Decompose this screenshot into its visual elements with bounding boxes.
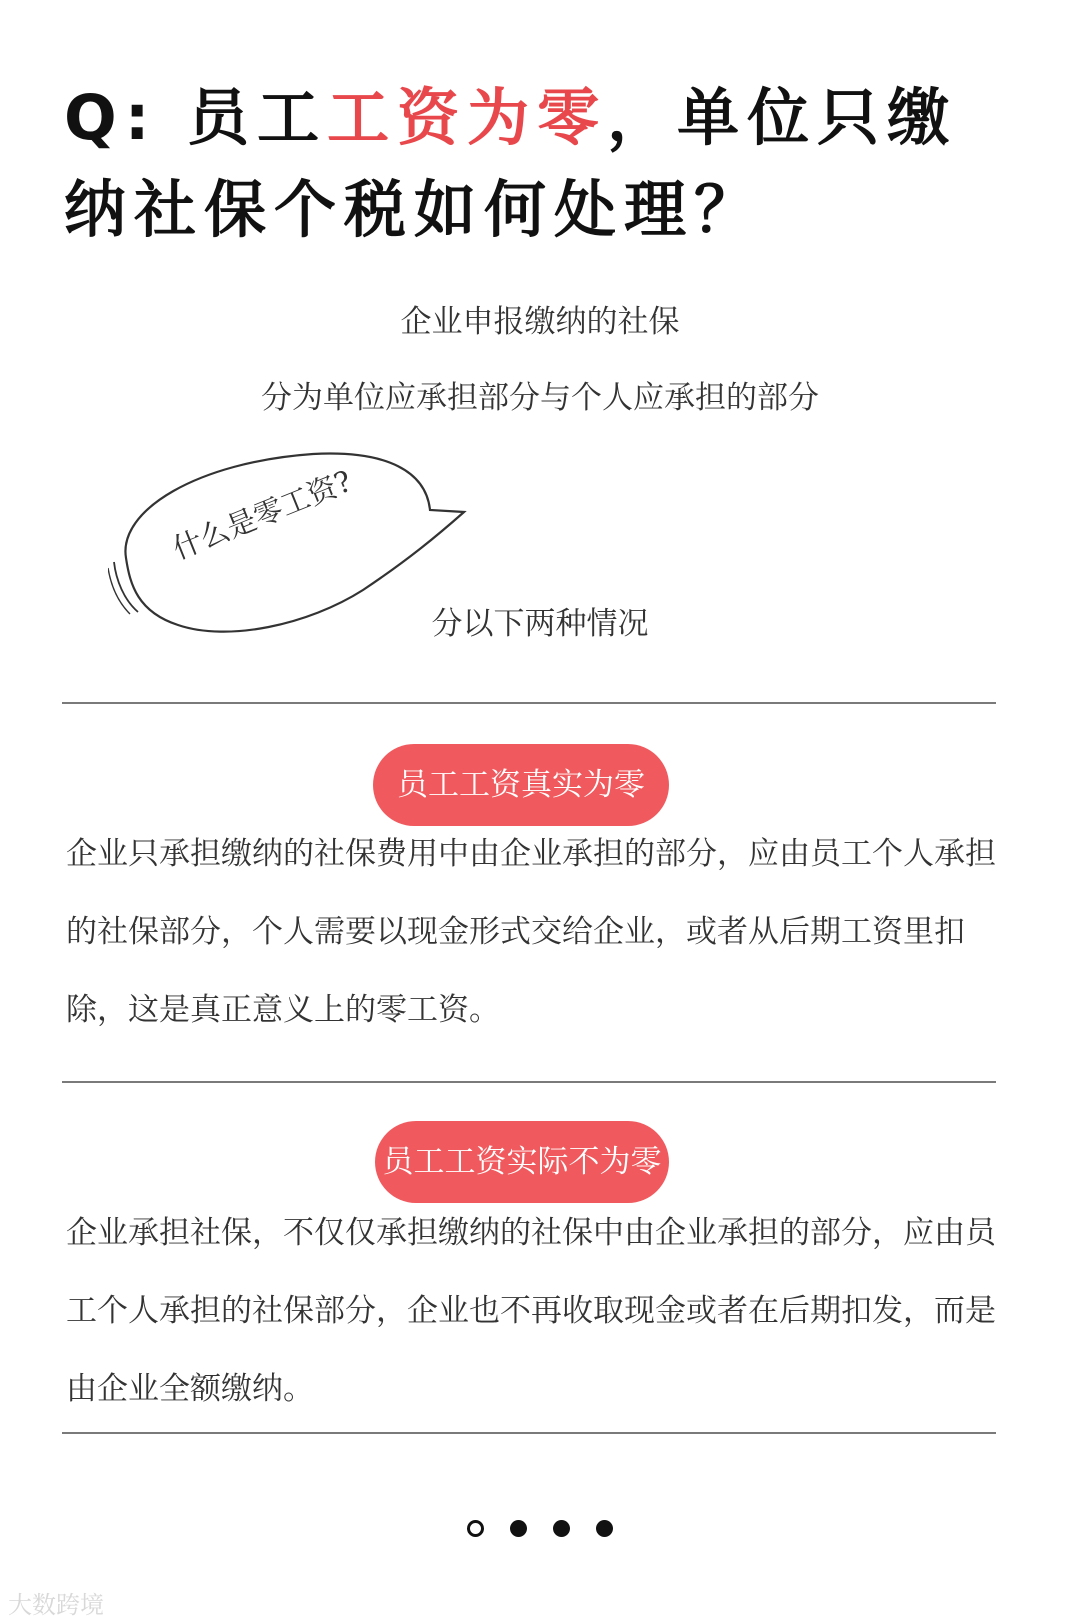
case1-text: 企业只承担缴纳的社保费用中由企业承担的部分，应由员工个人承担的社保部分，个人需要以现金形式交给企业，或者从后期工资里扣除，这是真正意义上的零工资。 bbox=[66, 836, 996, 1028]
pagination-dot-current bbox=[467, 1520, 484, 1537]
pagination-dot bbox=[596, 1520, 613, 1537]
divider bbox=[62, 1081, 996, 1083]
pagination-dot bbox=[510, 1520, 527, 1537]
bubble-text: 什么是零工资? bbox=[167, 463, 357, 567]
divider bbox=[62, 702, 996, 704]
divider bbox=[62, 1432, 996, 1434]
intro-line-1: 企业申报缴纳的社保 bbox=[400, 304, 680, 340]
cases-intro: 分以下两种情况 bbox=[431, 606, 649, 642]
page-title bbox=[64, 72, 1024, 256]
watermark-logo: 大数跨境 bbox=[8, 1591, 104, 1619]
title-prefix: Q: 员工 bbox=[64, 81, 328, 154]
pagination-dots bbox=[0, 1520, 1080, 1537]
title-highlight: 工资为零 bbox=[327, 81, 608, 154]
title-suffix: ，单位只缴纳社保个税如何处理？ bbox=[64, 81, 958, 246]
case2-text: 企业承担社保，不仅仅承担缴纳的社保中由企业承担的部分，应由员工个人承担的社保部分，企业也不再收取现金或者在后期扣发，而是由企业全额缴纳。 bbox=[66, 1215, 996, 1407]
case2-tag: 员工工资实际不为零 bbox=[375, 1121, 669, 1203]
pagination-dot bbox=[553, 1520, 570, 1537]
intro-line-2: 分为单位应承担部分与个人应承担的部分 bbox=[261, 380, 819, 416]
case1-tag: 员工工资真实为零 bbox=[373, 744, 669, 826]
